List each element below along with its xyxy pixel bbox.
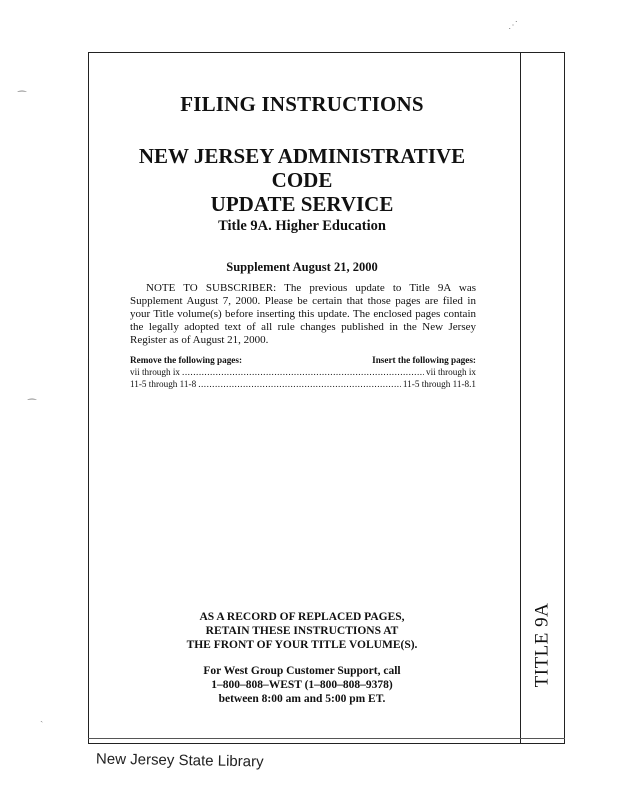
table-row (130, 378, 476, 390)
code-title-line-1: NEW JERSEY ADMINISTRATIVE CODE (138, 144, 466, 192)
code-title (106, 144, 498, 216)
code-title-line-2: UPDATE SERVICE (210, 192, 394, 216)
record-line-2: RETAIN THESE INSTRUCTIONS AT (205, 625, 399, 637)
subscriber-note: NOTE TO SUBSCRIBER: The previous update to Title 9A was Supplement August 7, 2000. Please be certain that those pages are filed in your Title volume(s) before inserting this update. The enclosed pages contain the legally adopted text of all rule changes published in the New Jersey Register as of August 21, 2000. (130, 282, 476, 346)
page-table-header (130, 354, 476, 366)
page-title: FILING INSTRUCTIONS (180, 92, 424, 116)
table-row (130, 366, 476, 378)
scan-mark: ⋰ (508, 20, 518, 31)
remove-pages-header: Remove the following pages: (130, 355, 243, 365)
instruction-content (128, 92, 476, 705)
remove-pages-value: 11-5 through 11-8 (130, 379, 197, 389)
library-stamp: New Jersey State Library (95, 750, 264, 771)
support-line-3: between 8:00 am and 5:00 pm ET. (218, 693, 386, 705)
remove-pages-value: vii through ix (130, 367, 181, 377)
side-title-text: TITLE 9A (531, 602, 553, 688)
record-line-3: THE FRONT OF YOUR TITLE VOLUME(S). (186, 639, 418, 651)
record-instructions (128, 610, 476, 652)
customer-support (128, 664, 476, 706)
bottom-divider (88, 738, 565, 739)
support-line-2: 1–800–808–WEST (1–800–808–9378) (211, 679, 393, 691)
scan-mark: ⁀ (18, 92, 27, 103)
scan-mark: ⁀ (28, 400, 37, 411)
page-replacement-table (130, 354, 476, 390)
record-line-1: AS A RECORD OF REPLACED PAGES, (199, 611, 405, 623)
insert-pages-value: vii through ix (425, 367, 476, 377)
scan-mark: ˏ (40, 712, 44, 723)
support-line-1: For West Group Customer Support, call (203, 665, 401, 677)
supplement-date: Supplement August 21, 2000 (226, 260, 378, 274)
subject-title: Title 9A. Higher Education (218, 218, 386, 234)
side-title-label (520, 590, 564, 700)
dot-leader (198, 378, 401, 390)
insert-pages-value: 11-5 through 11-8.1 (402, 379, 476, 389)
dot-leader (182, 366, 424, 378)
insert-pages-header: Insert the following pages: (372, 355, 476, 365)
